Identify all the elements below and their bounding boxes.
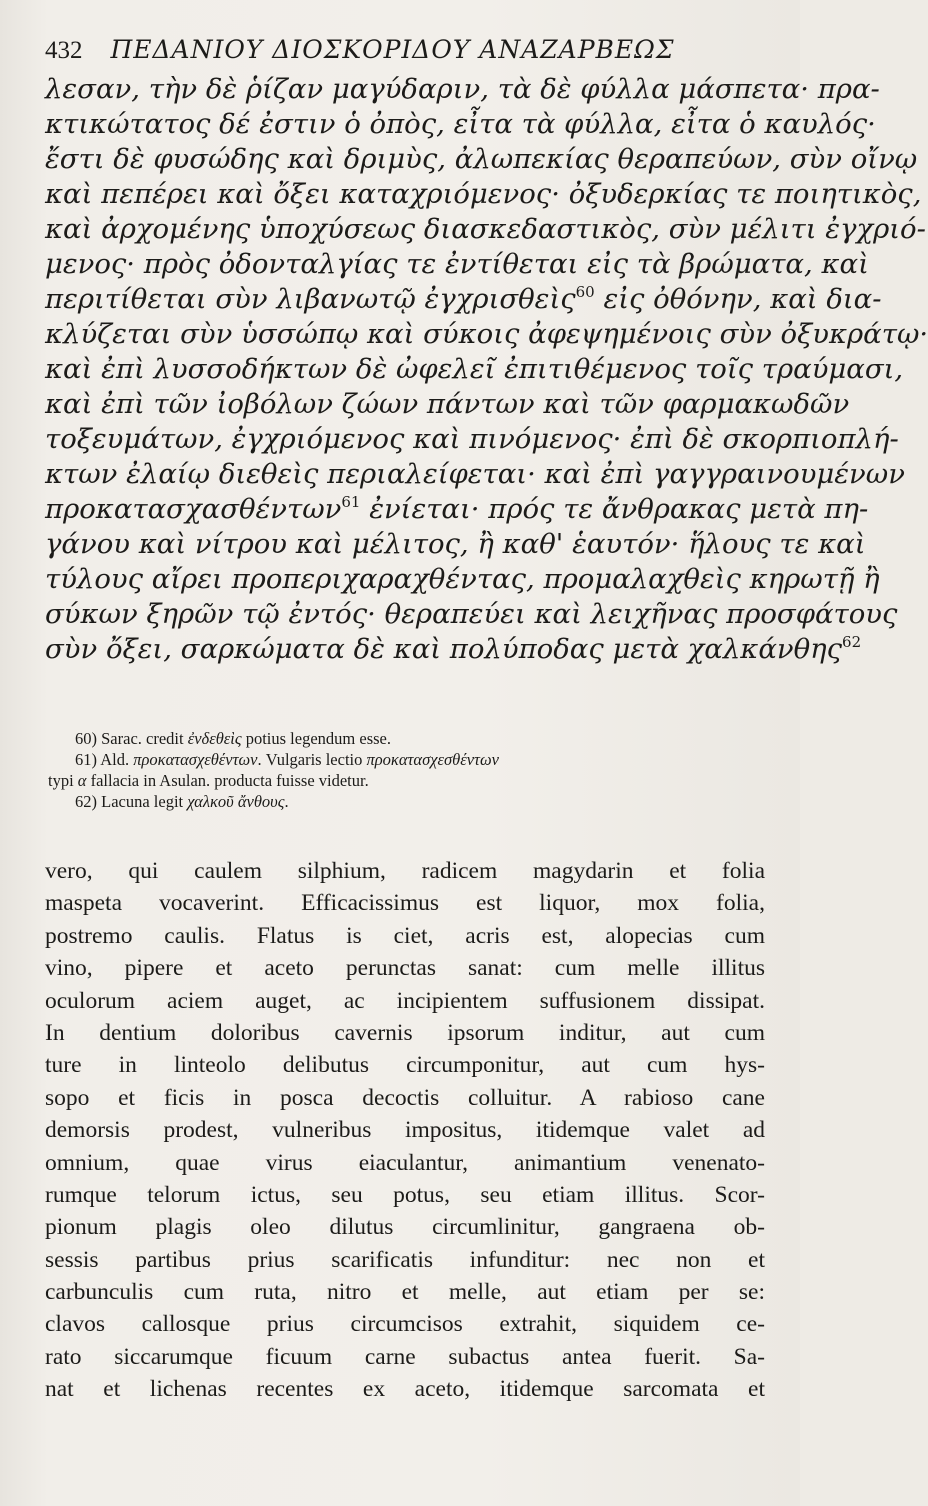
footnote-greek-term: προκατασχεσθέντων: [366, 750, 499, 769]
latin-text-line: maspeta vocaverint. Efficacissimus est liquor, mox folia,: [45, 890, 765, 917]
latin-text-line: clavos callosque prius circumcisos extrahit, siquidem ce-: [45, 1311, 765, 1338]
greek-line-text: σὺν ὄξει, σαρκώματα δὲ καὶ πολύποδας μετὰ χαλκάνθης: [45, 633, 843, 665]
footnote-line: [48, 770, 768, 791]
greek-line-text: σύκων ξηρῶν τῷ ἐντός· θεραπεύει καὶ λειχῆνας προσφάτους: [45, 598, 898, 630]
greek-text-line: [45, 282, 882, 317]
latin-text-line: pionum plagis oleo dilutus circumlinitur, gangraena ob-: [45, 1214, 765, 1241]
footnote-greek-term: χαλκοῦ ἄνθους: [187, 792, 285, 811]
footnote-text: potius legendum esse.: [241, 729, 391, 748]
footnote-greek-term: ἐνδεθεὶς: [187, 729, 242, 748]
greek-line-text: προκατασχασθέντων: [45, 493, 342, 525]
footnote-text: . Vulgaris lectio: [257, 750, 367, 769]
greek-text-line: [45, 527, 866, 562]
footnote-text: typi: [48, 771, 78, 790]
footnote-greek-term: α: [77, 771, 87, 790]
greek-text-line: [45, 632, 862, 667]
latin-text-line: carbunculis cum ruta, nitro et melle, aut etiam per se:: [45, 1279, 765, 1306]
greek-text-line: [45, 352, 904, 387]
greek-line-text: ἔστι δὲ φυσώδης καὶ δριμὺς, ἀλωπεκίας θεραπεύων, σὺν οἴνῳ: [45, 143, 918, 175]
latin-text-line: nat et lichenas recentes ex aceto, itidemque sarcomata et: [45, 1376, 765, 1403]
footnote-text: 60) Sarac. credit: [75, 729, 188, 748]
latin-text-block: [45, 855, 765, 1406]
latin-text-line: rumque telorum ictus, seu potus, seu etiam illitus. Scor-: [45, 1181, 765, 1208]
greek-text-line: [45, 562, 880, 597]
greek-text-line: [45, 247, 869, 282]
footnote-text: 61) Ald.: [75, 750, 134, 769]
latin-text-line: In dentium doloribus cavernis ipsorum inditur, aut cum: [45, 1019, 765, 1046]
greek-text-line: [45, 72, 880, 107]
greek-line-text-continued: ἐνίεται· πρός τε ἄνθρακας μετὰ πη-: [360, 493, 869, 525]
footnotes-block: [48, 728, 768, 812]
greek-line-text-continued: εἰς ὀθόνην, καὶ δια-: [594, 283, 882, 315]
greek-text-line: [45, 142, 918, 177]
latin-text-line: demorsis prodest, vulneribus impositus, itidemque valet ad: [45, 1117, 765, 1144]
greek-line-text: μενος· πρὸς ὀδονταλγίας τε ἐντίθεται εἰς τὰ βρώματα, καὶ: [45, 248, 869, 280]
greek-text-line: [45, 317, 928, 352]
greek-text-line: [45, 422, 899, 457]
latin-text-line: vino, pipere et aceto perunctas sanat: cum melle illitus: [45, 955, 765, 982]
greek-line-text: καὶ ἐπὶ λυσσοδήκτων δὲ ὠφελεῖ ἐπιτιθέμενος τοῖς τραύμασι,: [45, 353, 904, 385]
greek-line-text: καὶ ἀρχομένης ὑποχύσεως διασκεδαστικὸς, σὺν μέλιτι ἐγχριό-: [45, 213, 926, 245]
greek-line-text: κτικώτατος δέ ἐστιν ὁ ὀπὸς, εἶτα τὰ φύλλα, εἶτα ὁ καυλός·: [45, 108, 876, 140]
footnote-marker: 60: [575, 283, 595, 301]
footnote-text: fallacia in Asulan. producta fuisse videtur.: [86, 771, 369, 790]
greek-text-line: [45, 177, 922, 212]
footnote-line: [48, 728, 768, 749]
greek-line-text: καὶ πεπέρει καὶ ὄξει καταχριόμενος· ὀξυδερκίας τε ποιητικὸς,: [45, 178, 922, 210]
greek-text-line: [45, 457, 905, 492]
greek-line-text: γάνου καὶ νίτρου καὶ μέλιτος, ἢ καθ' ἑαυτόν· ἥλους τε καὶ: [45, 528, 866, 560]
greek-text-block: [45, 72, 928, 667]
latin-text-line: omnium, quae virus eiaculantur, animantium venenato-: [45, 1149, 765, 1176]
footnote-line: [48, 791, 768, 812]
latin-text-line: rato siccarumque ficuum carne subactus antea fuerit. Sa-: [45, 1343, 765, 1370]
greek-line-text: κλύζεται σὺν ὑσσώπῳ καὶ σύκοις ἀφεψημένοις σὺν ὀξυκράτῳ·: [45, 318, 928, 350]
latin-text-line: postremo caulis. Flatus is ciet, acris est, alopecias cum: [45, 922, 765, 949]
latin-text-line: sopo et ficis in posca decoctis colluitur. A rabioso cane: [45, 1084, 765, 1111]
footnote-text: 62) Lacuna legit: [75, 792, 188, 811]
greek-text-line: [45, 492, 869, 527]
greek-text-line: [45, 387, 850, 422]
greek-line-text: περιτίθεται σὺν λιβανωτῷ ἐγχρισθεὶς: [45, 283, 576, 315]
greek-line-text: κτων ἐλαίῳ διεθεὶς περιαλείφεται· καὶ ἐπὶ γαγγραινουμένων: [45, 458, 905, 490]
footnote-marker: 62: [842, 633, 862, 651]
latin-text-line: oculorum aciem auget, ac incipientem suffusionem dissipat.: [45, 987, 765, 1014]
greek-line-text: λεσαν, τὴν δὲ ῥίζαν μαγύδαριν, τὰ δὲ φύλλα μάσπετα· πρα-: [45, 73, 880, 105]
footnote-line: [48, 749, 768, 770]
page-header: [45, 30, 765, 70]
latin-text-line: sessis partibus prius scarificatis infunditur: nec non et: [45, 1246, 765, 1273]
page-number: 432: [45, 37, 83, 64]
greek-line-text: τοξευμάτων, ἐγχριόμενος καὶ πινόμενος· ἐπὶ δὲ σκορπιοπλή-: [45, 423, 899, 455]
latin-text-line: vero, qui caulem silphium, radicem magydarin et folia: [45, 858, 765, 884]
greek-text-line: [45, 107, 876, 142]
running-title: ΠΕΔΑΝΙΟΥ ΔΙΟΣΚΟΡΙΔΟΥ ΑΝΑΖΑΡΒΕΩΣ: [110, 35, 675, 64]
greek-line-text: τύλους αἴρει προπεριχαραχθέντας, προμαλαχθεὶς κηρωτῇ ἢ: [45, 563, 880, 595]
greek-text-line: [45, 597, 898, 632]
greek-text-line: [45, 212, 926, 247]
footnote-greek-term: προκατασχεθέντων: [133, 750, 258, 769]
footnote-marker: 61: [341, 493, 361, 511]
greek-line-text: καὶ ἐπὶ τῶν ἰοβόλων ζώων πάντων καὶ τῶν φαρμακωδῶν: [45, 388, 850, 420]
footnote-text: .: [284, 792, 289, 811]
latin-text-line: ture in linteolo delibutus circumponitur, aut cum hys-: [45, 1052, 765, 1079]
